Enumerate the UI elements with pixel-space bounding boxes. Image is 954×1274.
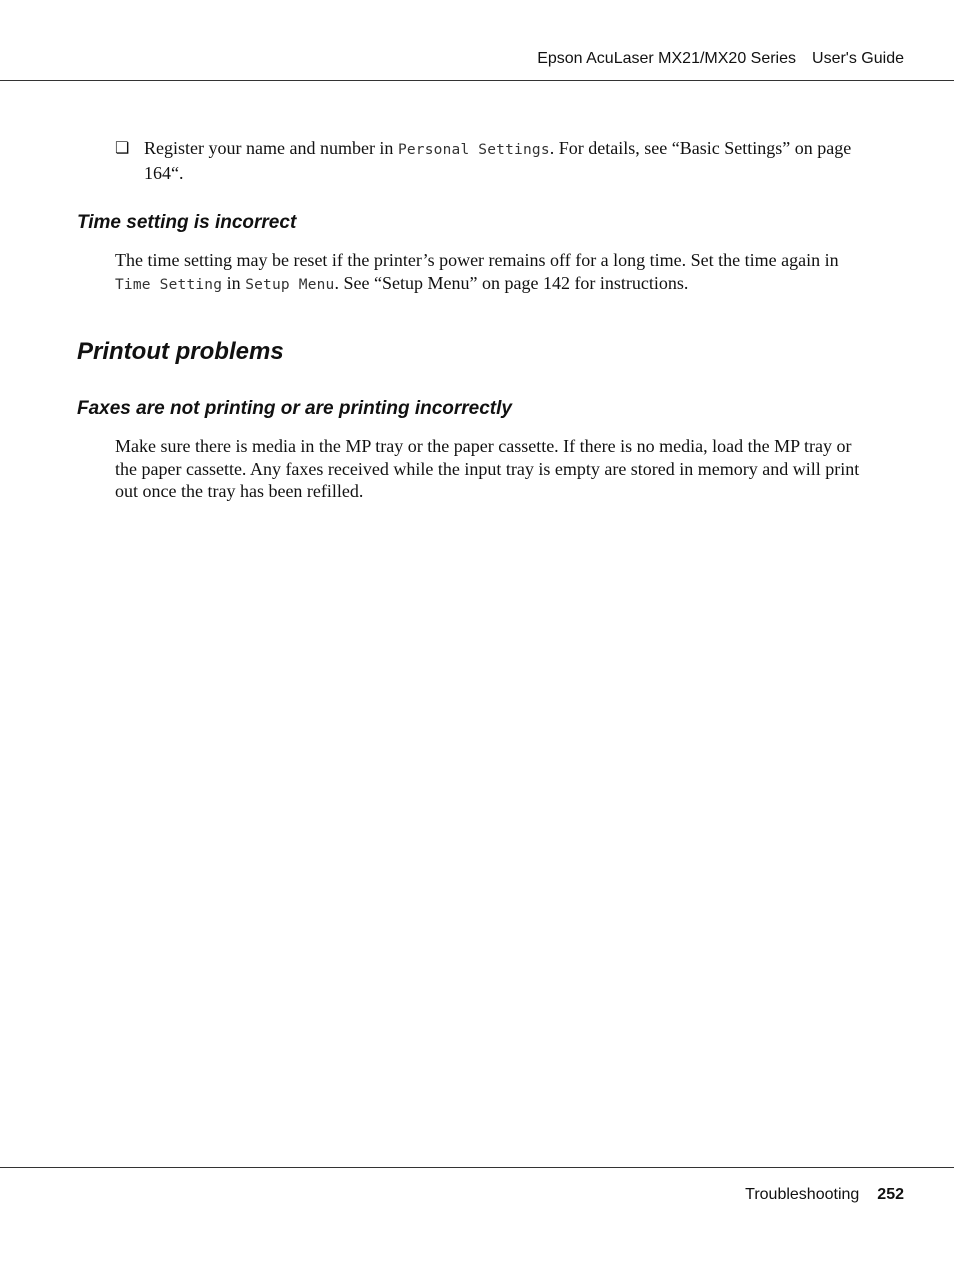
page-header <box>537 50 904 68</box>
footer-rule <box>0 1167 954 1168</box>
bullet-text: Register your name and number in Personal Settings. For details, see “Basic Settings” on page 164“. <box>144 138 852 183</box>
page-number: 252 <box>877 1186 904 1203</box>
header-rule <box>0 80 954 81</box>
bullet-item <box>115 137 877 184</box>
checkbox-bullet-icon: ❏ <box>115 138 130 157</box>
footer-section: Troubleshooting <box>745 1186 860 1203</box>
header-guide: User's Guide <box>812 50 904 67</box>
paragraph-time-setting: The time setting may be reset if the printer’s power remains off for a long time. Set the time again in Time Setting in Setup Menu. See “Setup Menu” on page 142 for instructions. <box>115 250 839 293</box>
code-time-setting: Time Setting <box>115 276 223 293</box>
heading-time-setting: Time setting is incorrect <box>77 212 297 233</box>
heading-faxes: Faxes are not printing or are printing incorrectly <box>77 398 512 419</box>
code-setup-menu: Setup Menu <box>245 276 335 293</box>
heading-printout-problems: Printout problems <box>77 338 284 365</box>
code-personal-settings: Personal Settings <box>397 142 550 158</box>
page-footer <box>745 1186 904 1204</box>
header-product: Epson AcuLaser MX21/MX20 Series <box>537 50 797 67</box>
paragraph-faxes: Make sure there is media in the MP tray or the paper cassette. If there is no media, load the MP tray or the paper cassette. Any faxes received while the input tray is empty are stored in memory and will print out once the tray has been refilled. <box>115 436 860 501</box>
